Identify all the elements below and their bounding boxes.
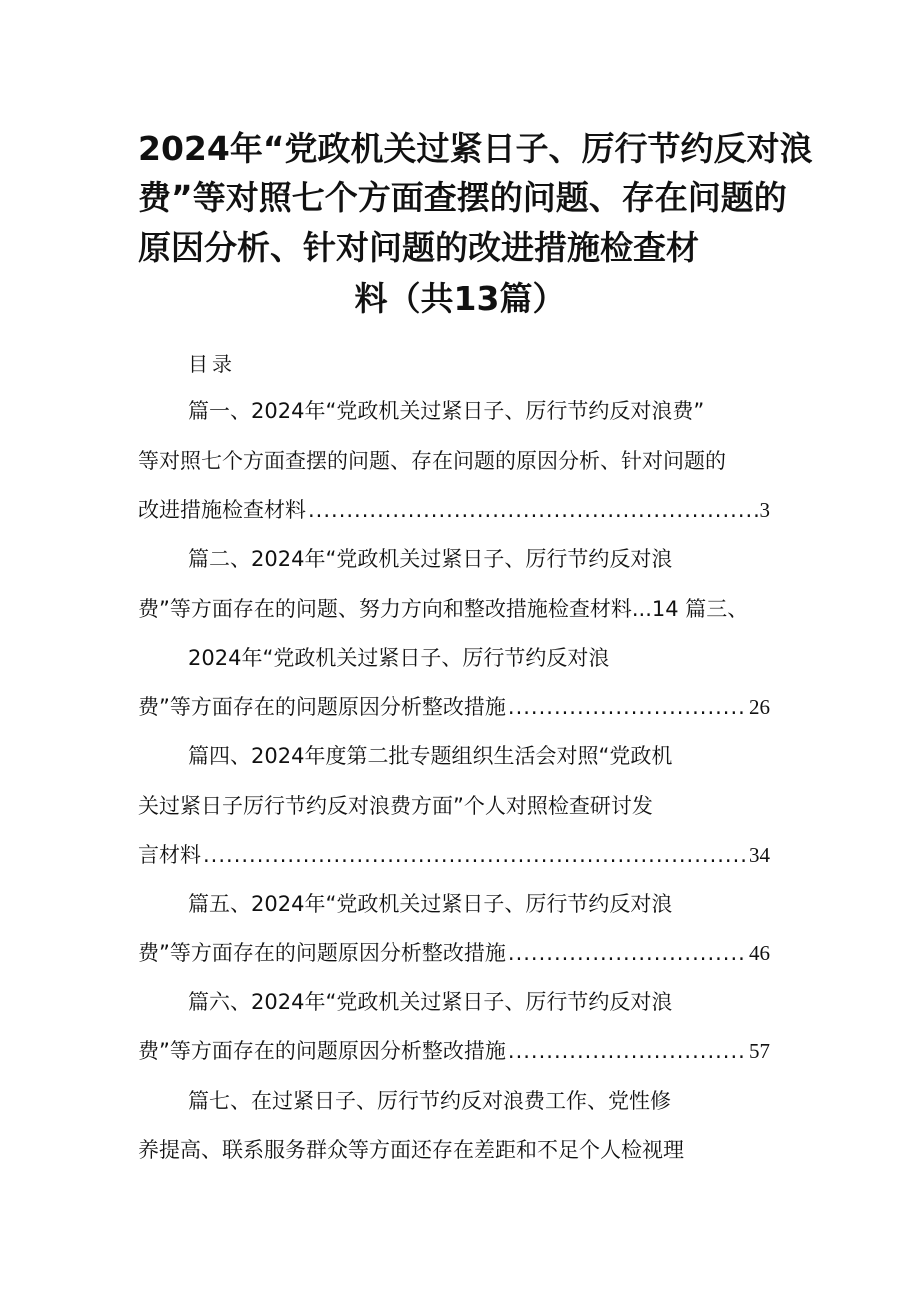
toc-entry-5-last-line[interactable] [138, 938, 770, 968]
toc-entry-7-line-2[interactable]: 养提高、联系服务群众等方面还存在差距和不足个人检视理 [138, 1138, 684, 1162]
toc-entry-6-line-1[interactable]: 篇六、2024年“党政机关过紧日子、厉行节约反对浪 [188, 990, 673, 1014]
title-line-1: 2024年“党政机关过紧日子、厉行节约反对浪 [138, 129, 813, 168]
leader-dots [508, 938, 747, 968]
toc-entry-3-text: 费”等方面存在的问题原因分析整改措施 [138, 695, 506, 719]
toc-entry-4-text: 言材料 [138, 843, 201, 867]
toc-entry-3-line-1[interactable]: 2024年“党政机关过紧日子、厉行节约反对浪 [188, 646, 610, 670]
leader-dots [508, 1036, 747, 1066]
toc-entry-2-last-line[interactable]: 费”等方面存在的问题、努力方向和整改措施检查材料...14 篇三、 [138, 597, 749, 621]
title-line-3: 原因分析、针对问题的改进措施检查材 [138, 228, 699, 267]
toc-entry-5-line-1[interactable]: 篇五、2024年“党政机关过紧日子、厉行节约反对浪 [188, 892, 673, 916]
toc-entry-4-last-line[interactable] [138, 840, 770, 870]
leader-dots [203, 840, 747, 870]
toc-entry-6-last-line[interactable] [138, 1036, 770, 1066]
toc-entry-5-text: 费”等方面存在的问题原因分析整改措施 [138, 941, 506, 965]
toc-entry-2-line-1[interactable]: 篇二、2024年“党政机关过紧日子、厉行节约反对浪 [188, 547, 673, 571]
toc-entry-7-line-1[interactable]: 篇七、在过紧日子、厉行节约反对浪费工作、党性修 [188, 1089, 671, 1113]
toc-entry-4-page: 34 [749, 843, 770, 867]
toc-entry-3-last-line[interactable] [138, 692, 770, 722]
toc-entry-3-page: 26 [749, 695, 770, 719]
title-line-2: 费”等对照七个方面查摆的问题、存在问题的 [138, 178, 787, 217]
toc-entry-1-line-2[interactable]: 等对照七个方面查摆的问题、存在问题的原因分析、针对问题的 [138, 449, 726, 473]
toc-entry-1-last-line[interactable] [138, 495, 770, 525]
toc-entry-4-line-2[interactable]: 关过紧日子厉行节约反对浪费方面”个人对照检查研讨发 [138, 794, 653, 818]
toc-entry-6-page: 57 [749, 1039, 770, 1063]
toc-heading: 目录 [188, 352, 236, 376]
toc-entry-4-line-1[interactable]: 篇四、2024年度第二批专题组织生活会对照“党政机 [188, 744, 673, 768]
toc-entry-1-text: 改进措施检查材料 [138, 498, 306, 522]
title-line-4: 料（共13篇） [354, 279, 566, 318]
toc-entry-1-line-1[interactable]: 篇一、2024年“党政机关过紧日子、厉行节约反对浪费” [188, 399, 705, 423]
toc-entry-6-text: 费”等方面存在的问题原因分析整改措施 [138, 1039, 506, 1063]
toc-entry-5-page: 46 [749, 941, 770, 965]
leader-dots [308, 495, 758, 525]
toc-entry-1-page: 3 [759, 498, 770, 522]
leader-dots [508, 692, 747, 722]
